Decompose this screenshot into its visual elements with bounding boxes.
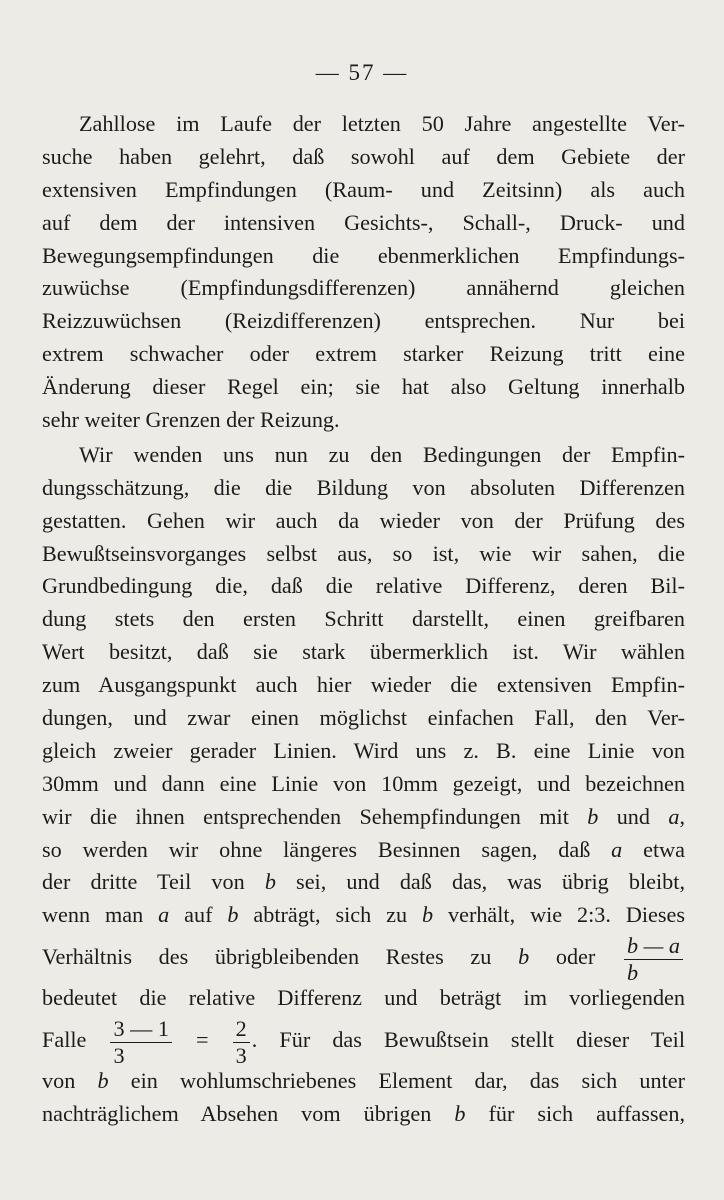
text-line: zuwüchse (Empfindungsdifferenzen) annähernd gleichen — [42, 275, 685, 301]
text-line — [42, 801, 685, 834]
text-line: sehr weiter Grenzen der Reizung. — [42, 407, 340, 433]
body-text — [42, 108, 685, 1131]
fraction-3-minus-1-over-3 — [110, 1017, 171, 1067]
text-span: so werden wir ohne längeres Besinnen sagen, daß — [42, 836, 612, 862]
fraction-numerator: 3 — 1 — [110, 1017, 171, 1042]
text-line: Wir wenden uns nun zu den Bedingungen der Empfin- — [79, 441, 685, 467]
variable-b: b — [518, 944, 530, 970]
text-line — [42, 932, 685, 985]
paragraph-2 — [42, 439, 685, 1131]
text-line: Zahllose im Laufe der letzten 50 Jahre angestellte Ver- — [79, 111, 685, 136]
text-line — [42, 1098, 685, 1131]
text-span: der dritte Teil von — [42, 869, 265, 895]
text-line: dungen, und zwar einen möglichst einfachen Fall, den Ver- — [42, 705, 685, 731]
variable-b: b — [421, 902, 434, 928]
text-line — [42, 834, 685, 867]
text-span: Verhältnis des übrigbleibenden Restes zu — [42, 944, 519, 970]
variable-a: a — [668, 803, 680, 829]
fraction-denominator: b — [626, 959, 639, 985]
variable-b: b — [454, 1101, 466, 1127]
text-line: Bewegungsempfindungen die ebenmerklichen Empfindungs- — [42, 242, 685, 268]
text-line: Grundbedingung die, daß die relative Differenz, deren Bil- — [42, 573, 685, 599]
text-span: wir die ihnen entsprechenden Sehempfindungen mit — [42, 803, 588, 829]
text-line — [42, 866, 685, 899]
variable-a: a — [611, 836, 623, 862]
text-span: sei, und daß das, was übrig bleibt, — [275, 869, 685, 895]
fraction-numerator: b — a — [624, 934, 683, 959]
text-line: extensiven Empfindungen (Raum- und Zeitsinn) als auch — [42, 176, 685, 202]
text-span: auf — [169, 902, 228, 928]
paragraph-1 — [42, 108, 685, 437]
text-line: dung stets den ersten Schritt darstellt, einen greifbaren — [42, 606, 685, 632]
text-line: 30mm und dann eine Linie von 10mm gezeigt, und bezeichnen — [42, 770, 685, 796]
text-span: und — [598, 803, 669, 829]
text-span: , — [679, 803, 686, 829]
text-line: Wert besitzt, daß sie stark übermerklich ist. Wir wählen — [42, 639, 685, 665]
text-line — [42, 1065, 685, 1098]
text-span: nachträglichem Absehen vom übrigen — [42, 1101, 455, 1127]
text-line: auf dem der intensiven Gesichts-, Schall-, Druck- und — [42, 209, 685, 235]
text-span: etwa — [622, 836, 685, 862]
page-number: — 57 — — [315, 60, 409, 85]
variable-b: b — [227, 902, 239, 928]
text-line: Bewußtseinsvorganges selbst aus, so ist, wie wir sahen, die — [42, 540, 685, 566]
text-line — [42, 1015, 685, 1068]
text-span: oder — [529, 944, 596, 970]
text-line: Änderung dieser Regel ein; sie hat also Geltung innerhalb — [42, 374, 685, 400]
text-line: Reizzuwüchsen (Reizdifferenzen) entsprechen. Nur bei — [42, 308, 685, 334]
text-line: gestatten. Gehen wir auch da wieder von der Prüfung des — [42, 507, 685, 533]
text-span: . Für das Bewußtsein stellt dieser Teil — [251, 1027, 685, 1053]
text-span: abträgt, sich zu — [238, 902, 422, 928]
text-line: dungsschätzung, die die Bildung von absoluten Differenzen — [42, 474, 685, 500]
fraction-2-over-3 — [233, 1017, 250, 1067]
text-line: extrem schwacher oder extrem starker Reizung tritt eine — [42, 341, 685, 367]
text-line: suche haben gelehrt, daß sowohl auf dem Gebiete der — [42, 143, 685, 169]
fraction-b-minus-a-over-b — [624, 934, 683, 984]
text-line — [42, 899, 685, 932]
text-span: für sich auffassen, — [465, 1101, 685, 1127]
text-span: von — [42, 1068, 98, 1094]
text-span: ein wohlumschriebenes Element dar, das sich unter — [108, 1068, 685, 1094]
equals-sign: = — [173, 1027, 231, 1053]
variable-a: a — [158, 902, 170, 928]
variable-b: b — [264, 869, 276, 895]
text-span: Falle — [42, 1027, 109, 1053]
variable-b: b — [97, 1068, 109, 1094]
variable-b: b — [587, 803, 599, 829]
fraction-denominator: 3 — [235, 1042, 247, 1068]
text-span: wenn man — [42, 902, 159, 928]
text-span: verhält, wie 2:3. Dieses — [433, 902, 685, 928]
text-line: gleich zweier gerader Linien. Wird uns z. B. eine Linie von — [42, 737, 685, 763]
text-line: zum Ausgangspunkt auch hier wieder die extensiven Empfin- — [42, 672, 685, 698]
fraction-numerator: 2 — [233, 1017, 250, 1042]
fraction-denominator: 3 — [113, 1042, 125, 1068]
text-line: bedeutet die relative Differenz und beträgt im vorliegenden — [42, 985, 685, 1011]
